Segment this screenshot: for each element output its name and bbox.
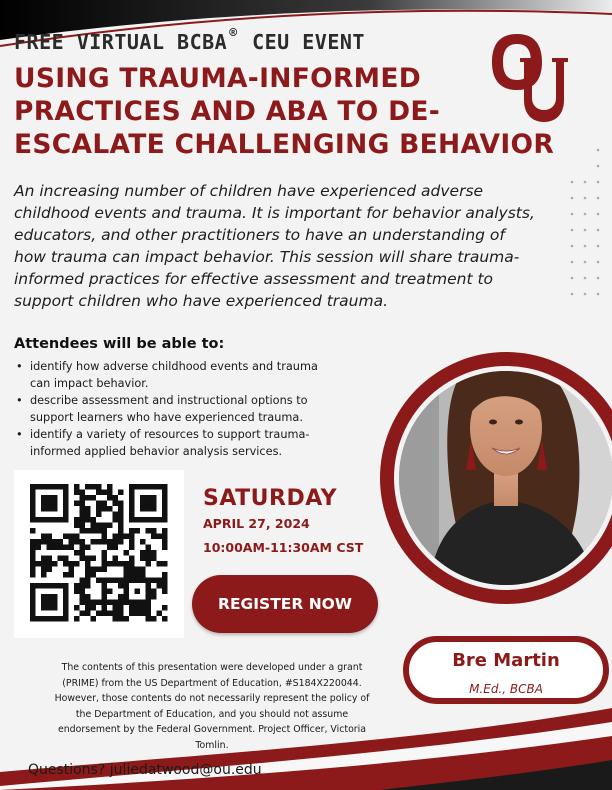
event-day: SATURDAY xyxy=(203,486,338,511)
registered-mark: ® xyxy=(229,26,238,41)
disclaimer-line: Tomlin. xyxy=(195,739,229,751)
contact-email-link[interactable]: juliedatwood@ou.edu xyxy=(109,762,262,778)
event-label xyxy=(14,26,365,54)
intro-paragraph xyxy=(14,180,604,312)
list-item xyxy=(14,426,374,460)
intro-line: how trauma can impact behavior. This session will share trauma- xyxy=(14,248,520,266)
disclaimer-line: the Department of Education, and you should not assume xyxy=(75,708,349,720)
list-item-line: • identify how adverse childhood events and trauma xyxy=(30,360,318,373)
list-item-line: informed applied behavior analysis services. xyxy=(30,445,283,458)
list-item xyxy=(14,392,374,426)
disclaimer-line: endorsement by the Federal Government. Project Officer, Victoria xyxy=(57,724,367,735)
intro-line: support children who have experienced trauma. xyxy=(14,292,389,310)
intro-line: An increasing number of children have experienced adverse xyxy=(14,182,484,200)
disclaimer-line: (PRIME) from the US Department of Education, #S184X220044. xyxy=(62,677,362,689)
list-item-line: • describe assessment and instructional options to xyxy=(30,394,308,407)
intro-line: educators, and other practitioners to have an understanding of xyxy=(14,226,505,244)
disclaimer-line: However, those contents do not necessarily represent the policy of xyxy=(54,693,370,704)
event-title-line: PRACTICES AND ABA TO DE- xyxy=(14,96,441,127)
event-title-line: USING TRAUMA-INFORMED xyxy=(14,63,422,94)
event-date: APRIL 27, 2024 xyxy=(203,516,310,531)
list-item-line: • identify a variety of resources to support trauma- xyxy=(30,428,310,441)
grant-disclaimer xyxy=(26,660,398,753)
speaker-name: Bre Martin xyxy=(452,650,560,671)
qr-code-icon[interactable] xyxy=(30,484,168,622)
list-item xyxy=(14,358,374,392)
event-title xyxy=(14,62,604,161)
event-title-line: ESCALATE CHALLENGING BEHAVIOR xyxy=(14,129,555,160)
intro-line: childhood events and trauma. It is important for behavior analysts, xyxy=(14,204,535,222)
qr-code-panel xyxy=(14,470,184,638)
register-button[interactable]: REGISTER NOW xyxy=(192,575,378,633)
speaker-credentials: M.Ed., BCBA xyxy=(469,682,543,696)
list-item-line: can impact behavior. xyxy=(30,377,149,390)
event-time: 10:00AM-11:30AM CST xyxy=(203,540,364,555)
list-item-line: support learners who have experienced trauma. xyxy=(30,411,303,424)
contact-prefix: Questions? xyxy=(28,762,110,778)
contact-line xyxy=(28,762,262,778)
event-label-text-end: CEU EVENT xyxy=(239,30,365,54)
intro-line: informed practices for effective assessment and treatment to xyxy=(14,270,494,288)
objectives-list xyxy=(14,358,374,460)
event-label-text: FREE VIRTUAL BCBA xyxy=(14,30,228,54)
objectives-heading: Attendees will be able to: xyxy=(14,336,225,352)
disclaimer-line: The contents of this presentation were developed under a grant xyxy=(61,662,363,673)
